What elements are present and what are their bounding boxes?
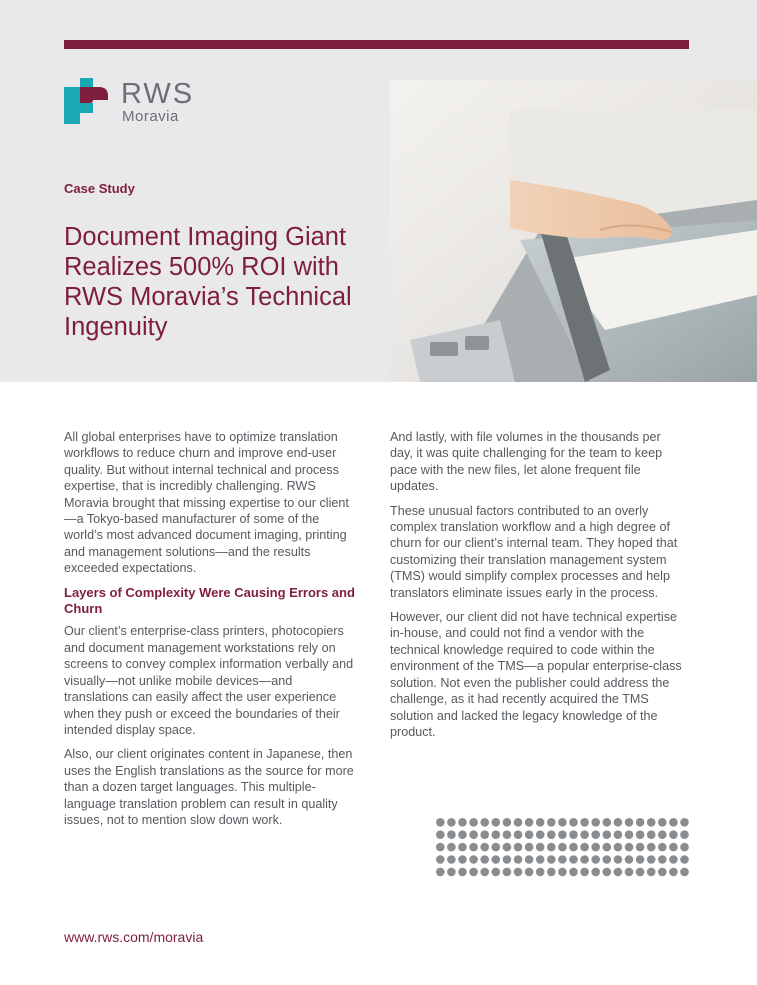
decor-dot (603, 855, 612, 864)
decor-dot (480, 855, 489, 864)
decor-dot (503, 855, 512, 864)
decor-dot (614, 855, 623, 864)
decor-dot (514, 855, 523, 864)
decor-dot (469, 843, 478, 852)
decor-dot (436, 843, 445, 852)
decor-dot (503, 843, 512, 852)
decor-dot (503, 830, 512, 839)
decor-dot (503, 818, 512, 827)
decor-dot (558, 868, 567, 877)
decor-dot (647, 843, 656, 852)
decor-dot (492, 818, 501, 827)
decor-dot (614, 843, 623, 852)
decor-dot (669, 818, 678, 827)
case-study-label: Case Study (64, 181, 135, 196)
decor-dot (625, 855, 634, 864)
decor-dot (569, 818, 578, 827)
body-paragraph: These unusual factors contributed to an overly complex translation workflow and a high degree of churn for our client’s internal team. They hoped that customizing their translation management system (TMS) would simplify complex processes and help translators eliminate issues early in the process. (390, 503, 678, 600)
decor-dot (547, 830, 556, 839)
decor-dot (536, 830, 545, 839)
decor-dot (614, 868, 623, 877)
decor-dot (436, 818, 445, 827)
decor-dot (614, 830, 623, 839)
decor-dot (580, 868, 589, 877)
decor-dot (658, 830, 667, 839)
intro-paragraph: All global enterprises have to optimize translation workflows to reduce churn and improve end-user quality. But without internal technical and process expertise, that is incredibly challenging. RWS Moravia brought that missing expertise to our client—a Tokyo-based manufacturer of some of the world’s most advanced document imaging, printing and management solutions—and the results exceeded expectations. (64, 430, 349, 576)
decor-dot (580, 830, 589, 839)
decor-dot (647, 868, 656, 877)
decor-dot (447, 818, 456, 827)
decor-dot (525, 868, 534, 877)
decor-dot (447, 855, 456, 864)
decor-dot (591, 855, 600, 864)
decor-dot (492, 855, 501, 864)
decor-dot (580, 843, 589, 852)
hero-photo (390, 80, 757, 382)
right-column (390, 429, 685, 748)
decor-dot (614, 818, 623, 827)
decor-dot (625, 843, 634, 852)
decor-dot (547, 855, 556, 864)
decor-dot (469, 830, 478, 839)
decor-dot (636, 818, 645, 827)
decor-dot (480, 830, 489, 839)
decor-dot (536, 843, 545, 852)
decor-dot (458, 818, 467, 827)
decor-dot (536, 818, 545, 827)
decor-dot (480, 818, 489, 827)
decor-dot (647, 830, 656, 839)
decor-dot (536, 868, 545, 877)
decor-dot (458, 843, 467, 852)
body-paragraph: Also, our client originates content in Japanese, then uses the English translations as the source for more than a dozen target languages. This multiple-language translation problem can result in quality issues, not to mention slow down work. (64, 747, 354, 827)
body-paragraph: Our client’s enterprise-class printers, photocopiers and document management workstations rely on screens to convey complex information verbally and visually—not unlike mobile devices—and translations can easily affect the user experience when they push or exceed the boundaries of their intended display space. (64, 624, 354, 737)
decor-dot (647, 818, 656, 827)
decor-dot (525, 830, 534, 839)
decor-dot (558, 830, 567, 839)
decor-dot (480, 868, 489, 877)
decor-dot (603, 868, 612, 877)
decor-dot (436, 855, 445, 864)
decor-dot (558, 855, 567, 864)
decor-dot (580, 818, 589, 827)
decor-dot (547, 818, 556, 827)
decor-dot (514, 830, 523, 839)
decor-dot (558, 818, 567, 827)
decor-dot (569, 830, 578, 839)
decor-dot (603, 830, 612, 839)
decor-dot (680, 843, 689, 852)
decor-dot (658, 818, 667, 827)
decor-dot (680, 818, 689, 827)
decor-dot (647, 855, 656, 864)
decor-dot (569, 868, 578, 877)
decor-dot (625, 818, 634, 827)
logo-subtitle: Moravia (122, 108, 179, 125)
decor-dot (625, 830, 634, 839)
decor-dot (636, 830, 645, 839)
dot-grid-decoration (436, 818, 692, 882)
decor-dot (569, 843, 578, 852)
decor-dot (514, 868, 523, 877)
decor-dot (603, 818, 612, 827)
decor-dot (480, 843, 489, 852)
decor-dot (469, 855, 478, 864)
decor-dot (514, 818, 523, 827)
decor-dot (458, 855, 467, 864)
decor-dot (447, 830, 456, 839)
decor-dot (469, 868, 478, 877)
decor-dot (669, 855, 678, 864)
page-title: Document Imaging Giant Realizes 500% ROI with RWS Moravia’s Technical Ingenuity (64, 223, 352, 341)
decor-dot (503, 868, 512, 877)
decor-dot (591, 843, 600, 852)
logo-wordmark: RWS (121, 78, 195, 110)
top-accent-bar (64, 40, 689, 49)
decor-dot (436, 830, 445, 839)
decor-dot (603, 843, 612, 852)
decor-dot (447, 868, 456, 877)
decor-dot (525, 855, 534, 864)
decor-dot (492, 843, 501, 852)
left-column (64, 429, 359, 836)
decor-dot (569, 855, 578, 864)
decor-dot (591, 830, 600, 839)
decor-dot (492, 830, 501, 839)
decor-dot (458, 830, 467, 839)
decor-dot (436, 868, 445, 877)
decor-dot (580, 855, 589, 864)
rws-logo-mark-icon (64, 78, 110, 124)
decor-dot (525, 818, 534, 827)
decor-dot (469, 818, 478, 827)
body-paragraph: However, our client did not have technical expertise in-house, and could not find a vendor with the technical knowledge required to code within the environment of the TMS—a popular enterprise-class solution. Not even the publisher could address the challenge, as it had recently acquired the TMS solution and lacked the legacy knowledge of the product. (390, 610, 682, 739)
decor-dot (658, 843, 667, 852)
rws-moravia-logo (64, 78, 214, 128)
decor-dot (680, 868, 689, 877)
decor-dot (658, 868, 667, 877)
decor-dot (536, 855, 545, 864)
section-heading: Layers of Complexity Were Causing Errors and Churn (64, 584, 355, 617)
decor-dot (669, 868, 678, 877)
footer-url[interactable]: www.rws.com/moravia (64, 929, 204, 945)
decor-dot (591, 818, 600, 827)
decor-dot (669, 843, 678, 852)
decor-dot (636, 843, 645, 852)
decor-dot (636, 855, 645, 864)
decor-dot (525, 843, 534, 852)
decor-dot (680, 830, 689, 839)
decor-dot (492, 868, 501, 877)
decor-dot (680, 855, 689, 864)
decor-dot (658, 855, 667, 864)
decor-dot (558, 843, 567, 852)
decor-dot (447, 843, 456, 852)
body-paragraph: And lastly, with file volumes in the thousands per day, it was quite challenging for the team to keep pace with the new files, let alone frequent file updates. (390, 430, 663, 494)
photocopier-hand-photo-icon (390, 80, 757, 382)
decor-dot (547, 843, 556, 852)
decor-dot (591, 868, 600, 877)
decor-dot (625, 868, 634, 877)
decor-dot (547, 868, 556, 877)
decor-dot (514, 843, 523, 852)
decor-dot (636, 868, 645, 877)
decor-dot (669, 830, 678, 839)
decor-dot (458, 868, 467, 877)
